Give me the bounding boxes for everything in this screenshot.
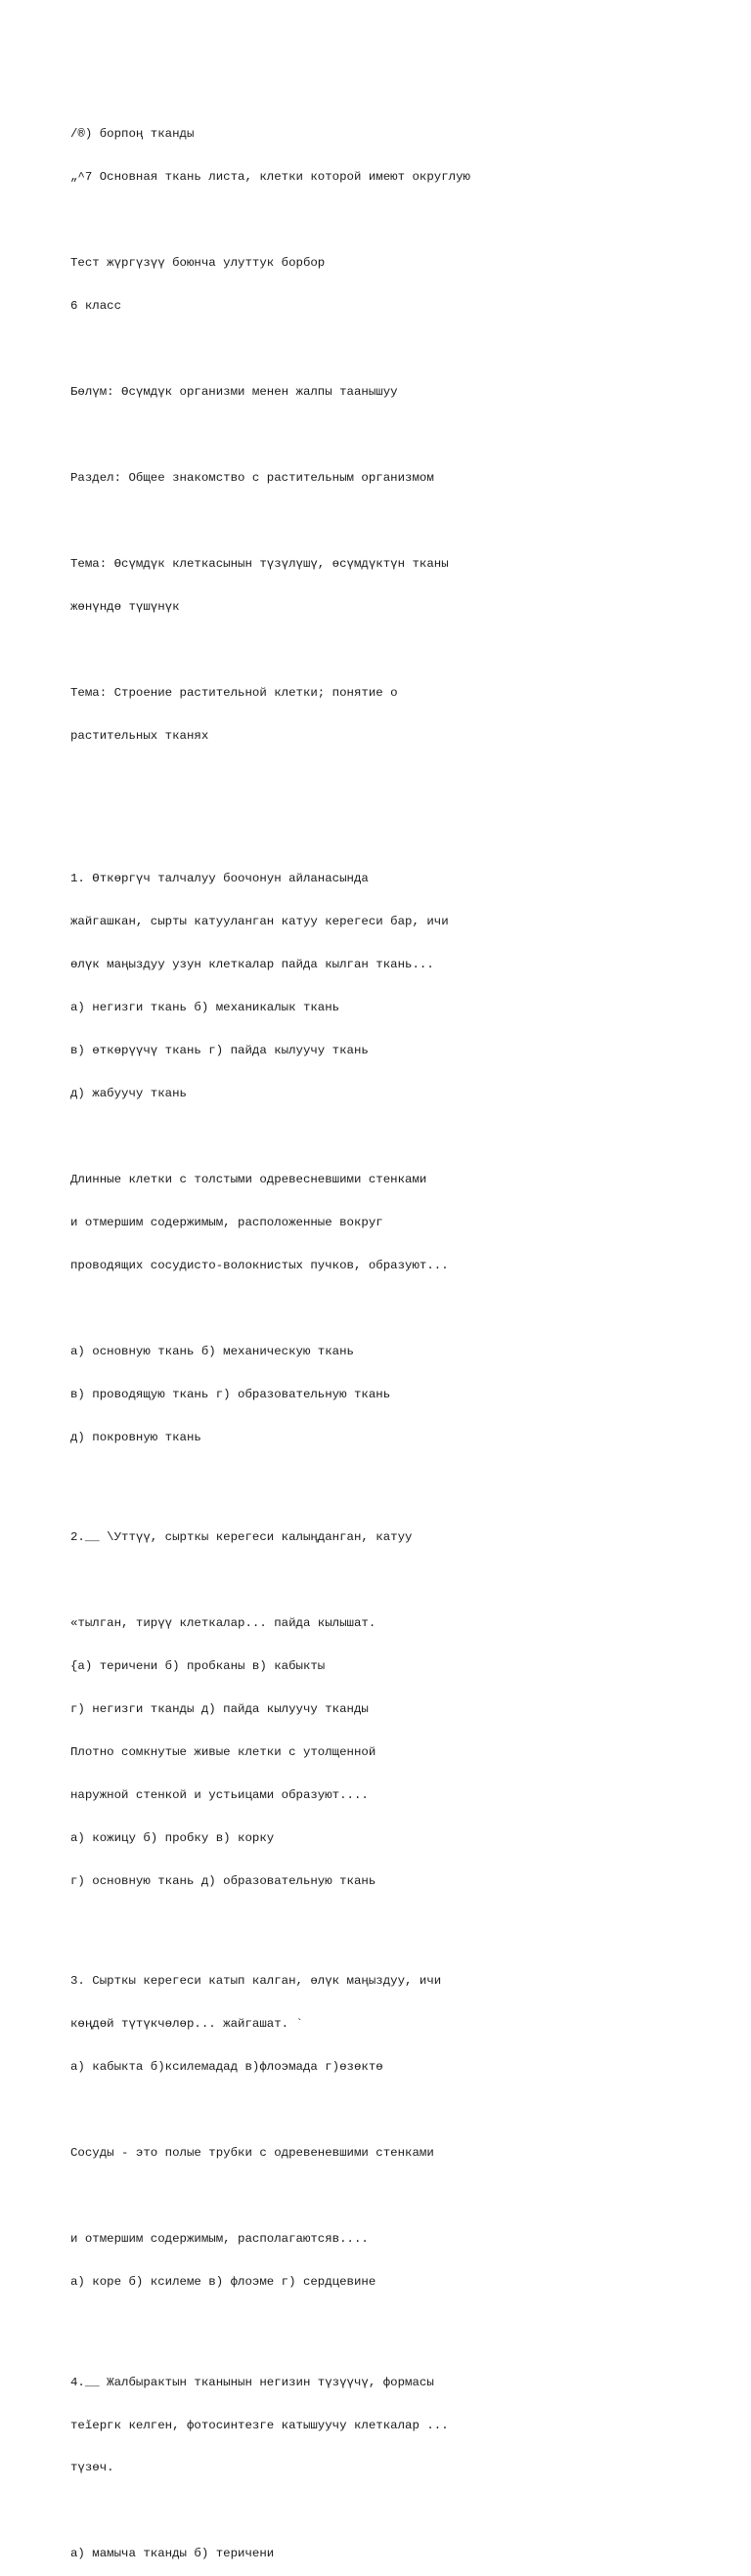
q2-russian-options-1: а) кожицу б) пробку в) корку: [70, 1830, 275, 1845]
q1-kyrgyz-options-3: д) жабуучу ткань: [70, 1086, 187, 1100]
q2-kyrgyz-options-2: г) негизги тканды д) пайда кылуучу тканды: [70, 1701, 369, 1716]
q2-russian-line-2: наружной стенкой и устьицами образуют....: [70, 1787, 369, 1802]
q3-russian-options-1: а) коре б) ксилеме в) флоэме г) сердцевине: [70, 2274, 376, 2289]
topic-russian-line-2: растительных тканях: [70, 728, 209, 743]
spacer: [70, 2103, 735, 2118]
q1-kyrgyz-line-3: өлүк маңыздуу узун клеткалар пайда кылган ткань...: [70, 958, 434, 972]
q1-russian-options-3: д) покровную ткань: [70, 1430, 201, 1444]
q3-russian-line-2: и отмершим содержимым, располагаютсяв....: [70, 2232, 369, 2247]
q3-kyrgyz-options-1: а) кабыкта б)ксилемадад в)флоэмада г)өзөктө: [70, 2060, 383, 2075]
q2-russian-options-2: г) основную ткань д) образовательную ткань: [70, 1873, 376, 1888]
spacer: [70, 342, 735, 357]
q2-kyrgyz-line-1: 2.__ \Уттүү, сырткы керегеси калыңданган, катуу: [70, 1530, 413, 1545]
spacer: [70, 2318, 735, 2333]
section-kyrgyz: Бөлүм: Өсүмдүк организми менен жалпы таанышуу: [70, 385, 398, 400]
q4-kyrgyz-line-1: 4.__ Жалбырактын тканынын негизин түзүүчү, формасы: [70, 2375, 434, 2389]
q1-russian-line-1: Длинные клетки с толстыми одревесневшими стенками: [70, 1172, 427, 1186]
spacer: [70, 213, 735, 228]
q1-kyrgyz-options-1: а) негизги ткань б) механикалык ткань: [70, 1001, 340, 1015]
q4-kyrgyz-options-1: а) мамыча тканды б) теричени: [70, 2547, 275, 2561]
q2-kyrgyz-line-2: «тылган, тирүү клеткалар... пайда кылышат.: [70, 1616, 376, 1631]
spacer: [70, 514, 735, 529]
topic-kyrgyz-line-1: Тема: Өсүмдүк клеткасынын түзүлүшү, өсүмдүктүн тканы: [70, 556, 449, 571]
spacer: [70, 1130, 735, 1144]
header-line-1: /®) борпоң тканды: [70, 127, 195, 142]
spacer: [70, 2189, 735, 2204]
q2-kyrgyz-options-1: {а) теричени б) пробканы в) кабыкты: [70, 1658, 326, 1673]
q3-kyrgyz-line-1: 3. Сырткы керегеси катып калган, өлүк маңыздуу, ичи: [70, 1974, 442, 1989]
test-title: Тест жүргүзүү боюнча улуттук борбор: [70, 256, 326, 271]
spacer: [70, 428, 735, 443]
spacer: [70, 1474, 735, 1488]
header-line-2: „^7 Основная ткань листа, клетки которой имеют округлую: [70, 170, 470, 185]
q2-russian-line-1: Плотно сомкнутые живые клетки с утолщенной: [70, 1744, 376, 1759]
q1-russian-options-1: а) основную ткань б) механическую ткань: [70, 1344, 354, 1358]
spacer: [70, 643, 735, 658]
q3-russian-line-1: Сосуды - это полые трубки с одревеневшими стенками: [70, 2146, 434, 2161]
section-russian: Раздел: Общее знакомство с растительным организмом: [70, 470, 434, 485]
document-body: [70, 99, 735, 2576]
spacer: [70, 772, 735, 830]
grade-label: 6 класс: [70, 299, 122, 314]
spacer: [70, 1573, 735, 1588]
q1-russian-line-2: и отмершим содержимым, расположенные вокруг: [70, 1215, 383, 1229]
spacer: [70, 1302, 735, 1316]
q1-kyrgyz-line-1: 1. Өткөргүч талчалуу боочонун айланасында: [70, 872, 369, 886]
topic-kyrgyz-line-2: жөнүндө түшүнүк: [70, 599, 180, 614]
q3-kyrgyz-line-2: көңдөй түтүкчөлөр... жайгашат. `: [70, 2017, 303, 2032]
topic-russian-line-1: Тема: Строение растительной клетки; понятие о: [70, 685, 398, 700]
q1-kyrgyz-options-2: в) өткөрүүчү ткань г) пайда кылуучу ткань: [70, 1043, 369, 1057]
q4-kyrgyz-line-2: теĭергк келген, фотосинтезге катышуучу клеткалар ...: [70, 2418, 449, 2432]
q1-russian-options-2: в) проводящую ткань г) образовательную ткань: [70, 1387, 391, 1401]
q4-kyrgyz-line-3: түзөч.: [70, 2461, 114, 2475]
spacer: [70, 2504, 735, 2518]
q1-russian-line-3: проводящих сосудисто-волокнистых пучков, образуют...: [70, 1258, 449, 1272]
q1-kyrgyz-line-2: жайгашкан, сырты катууланган катуу керегеси бар, ичи: [70, 915, 449, 929]
spacer: [70, 1917, 735, 1932]
